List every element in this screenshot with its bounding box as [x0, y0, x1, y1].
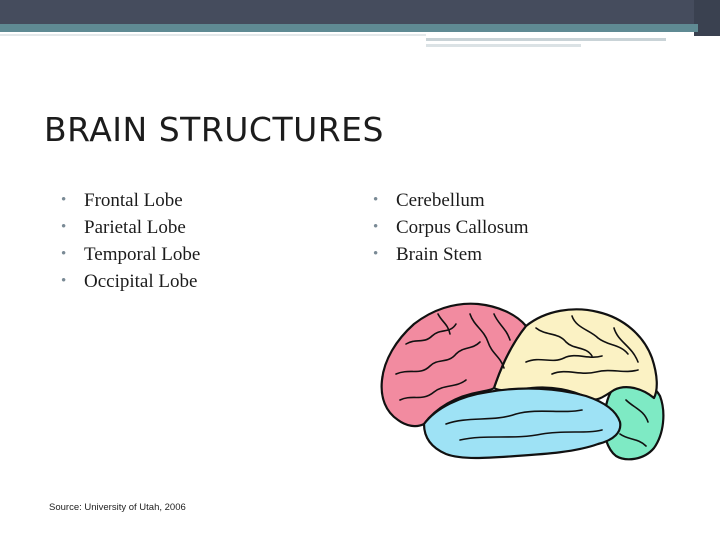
header-bar — [0, 0, 720, 24]
list-item: • Occipital Lobe — [61, 268, 200, 295]
list-item: • Cerebellum — [373, 187, 528, 214]
header-stripe-1 — [426, 38, 666, 41]
header-stripe-2 — [426, 44, 581, 47]
list-item: • Parietal Lobe — [61, 214, 200, 241]
structures-list — [373, 187, 528, 268]
list-item: • Corpus Callosum — [373, 214, 528, 241]
header-accent-bar — [0, 24, 698, 32]
lobes-list — [61, 187, 200, 295]
list-item: • Frontal Lobe — [61, 187, 200, 214]
header-divider — [0, 34, 426, 36]
list-item: • Brain Stem — [373, 241, 528, 268]
list-item: • Temporal Lobe — [61, 241, 200, 268]
source-citation: Source: University of Utah, 2006 — [49, 502, 186, 513]
slide-title: BRAIN STRUCTURES — [44, 110, 384, 149]
brain-illustration — [376, 284, 670, 470]
